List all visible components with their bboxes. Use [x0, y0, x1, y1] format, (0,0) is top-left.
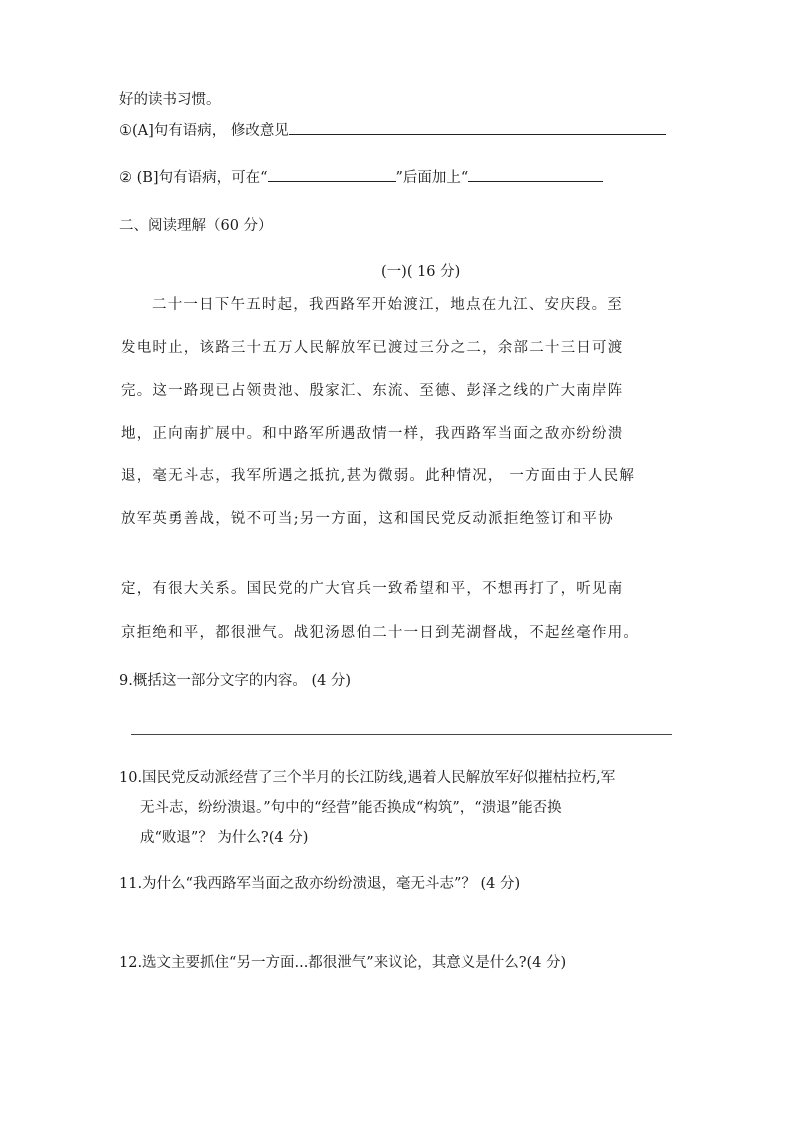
question-10-line: 10.国民党反动派经营了三个半月的长江防线,遇着人民解放军好似摧枯拉朽,军 [119, 770, 616, 786]
passage-line: 发电时止，该路三十五万人民解放军已渡过三分之二，余部二十三日可渡 [121, 340, 624, 356]
question-9: 9.概括这一部分文字的内容。 (4 分) [119, 673, 352, 689]
passage-line: 京拒绝和平，都很泄气。战犯汤恩伯二十一日到芜湖督战，不起丝毫作用。 [121, 625, 640, 641]
passage-line: 放军英勇善战，锐不可当;另一方面，这和国民党反动派拒绝签订和平协 [121, 511, 614, 527]
q8-item-2-blank-1[interactable] [268, 167, 396, 182]
question-12: 12.选文主要抓住“另一方面...都很泄气”来议论，其意义是什么?(4 分) [119, 955, 567, 971]
q8-item-1-answer-blank[interactable] [289, 120, 666, 135]
q8-item-2 [119, 167, 603, 188]
q8-item-2-part2: ”后面加上“ [395, 170, 469, 186]
q9-answer-line[interactable] [131, 734, 672, 735]
passage-line: 退，毫无斗志，我军所遇之抵抗,甚为微弱。此种情况， 一方面由于人民解 [121, 468, 636, 484]
question-10-line: 无斗志，纷纷溃退。”句中的“经营”能否换成“构筑”，“溃退”能否换 [140, 800, 562, 816]
header-line: 好的读书习惯。 [119, 92, 221, 108]
passage-line: 定，有很大关系。国民党的广大官兵一致希望和平，不想再打了，听见南 [121, 581, 624, 597]
passage-line: 完。这一路现已占领贵池、殷家汇、东流、至德、彭泽之线的广大南岸阵 [121, 383, 624, 399]
q8-item-1 [119, 120, 666, 141]
passage-title: (一)( 16 分) [381, 264, 461, 280]
q8-item-2-blank-2[interactable] [468, 167, 603, 182]
passage-line: 二十一日下午五时起，我西路军开始渡江，地点在九江、安庆段。至 [152, 297, 623, 313]
q8-item-1-prefix: ①(A]句有语病， 修改意见 [119, 123, 289, 139]
question-10-line: 成“败退”？ 为什么?(4 分) [140, 830, 309, 846]
q8-item-2-part1: ② (B]句有语病，可在“ [119, 170, 268, 186]
passage-line: 地，正向南扩展中。和中路军所遇敌情一样，我西路军当面之敌亦纷纷溃 [121, 426, 624, 442]
section-title: 二、阅读理解（60 分） [119, 218, 273, 234]
question-11: 11.为什么“我西路军当面之敌亦纷纷溃退，毫无斗志”？ (4 分) [119, 876, 521, 892]
